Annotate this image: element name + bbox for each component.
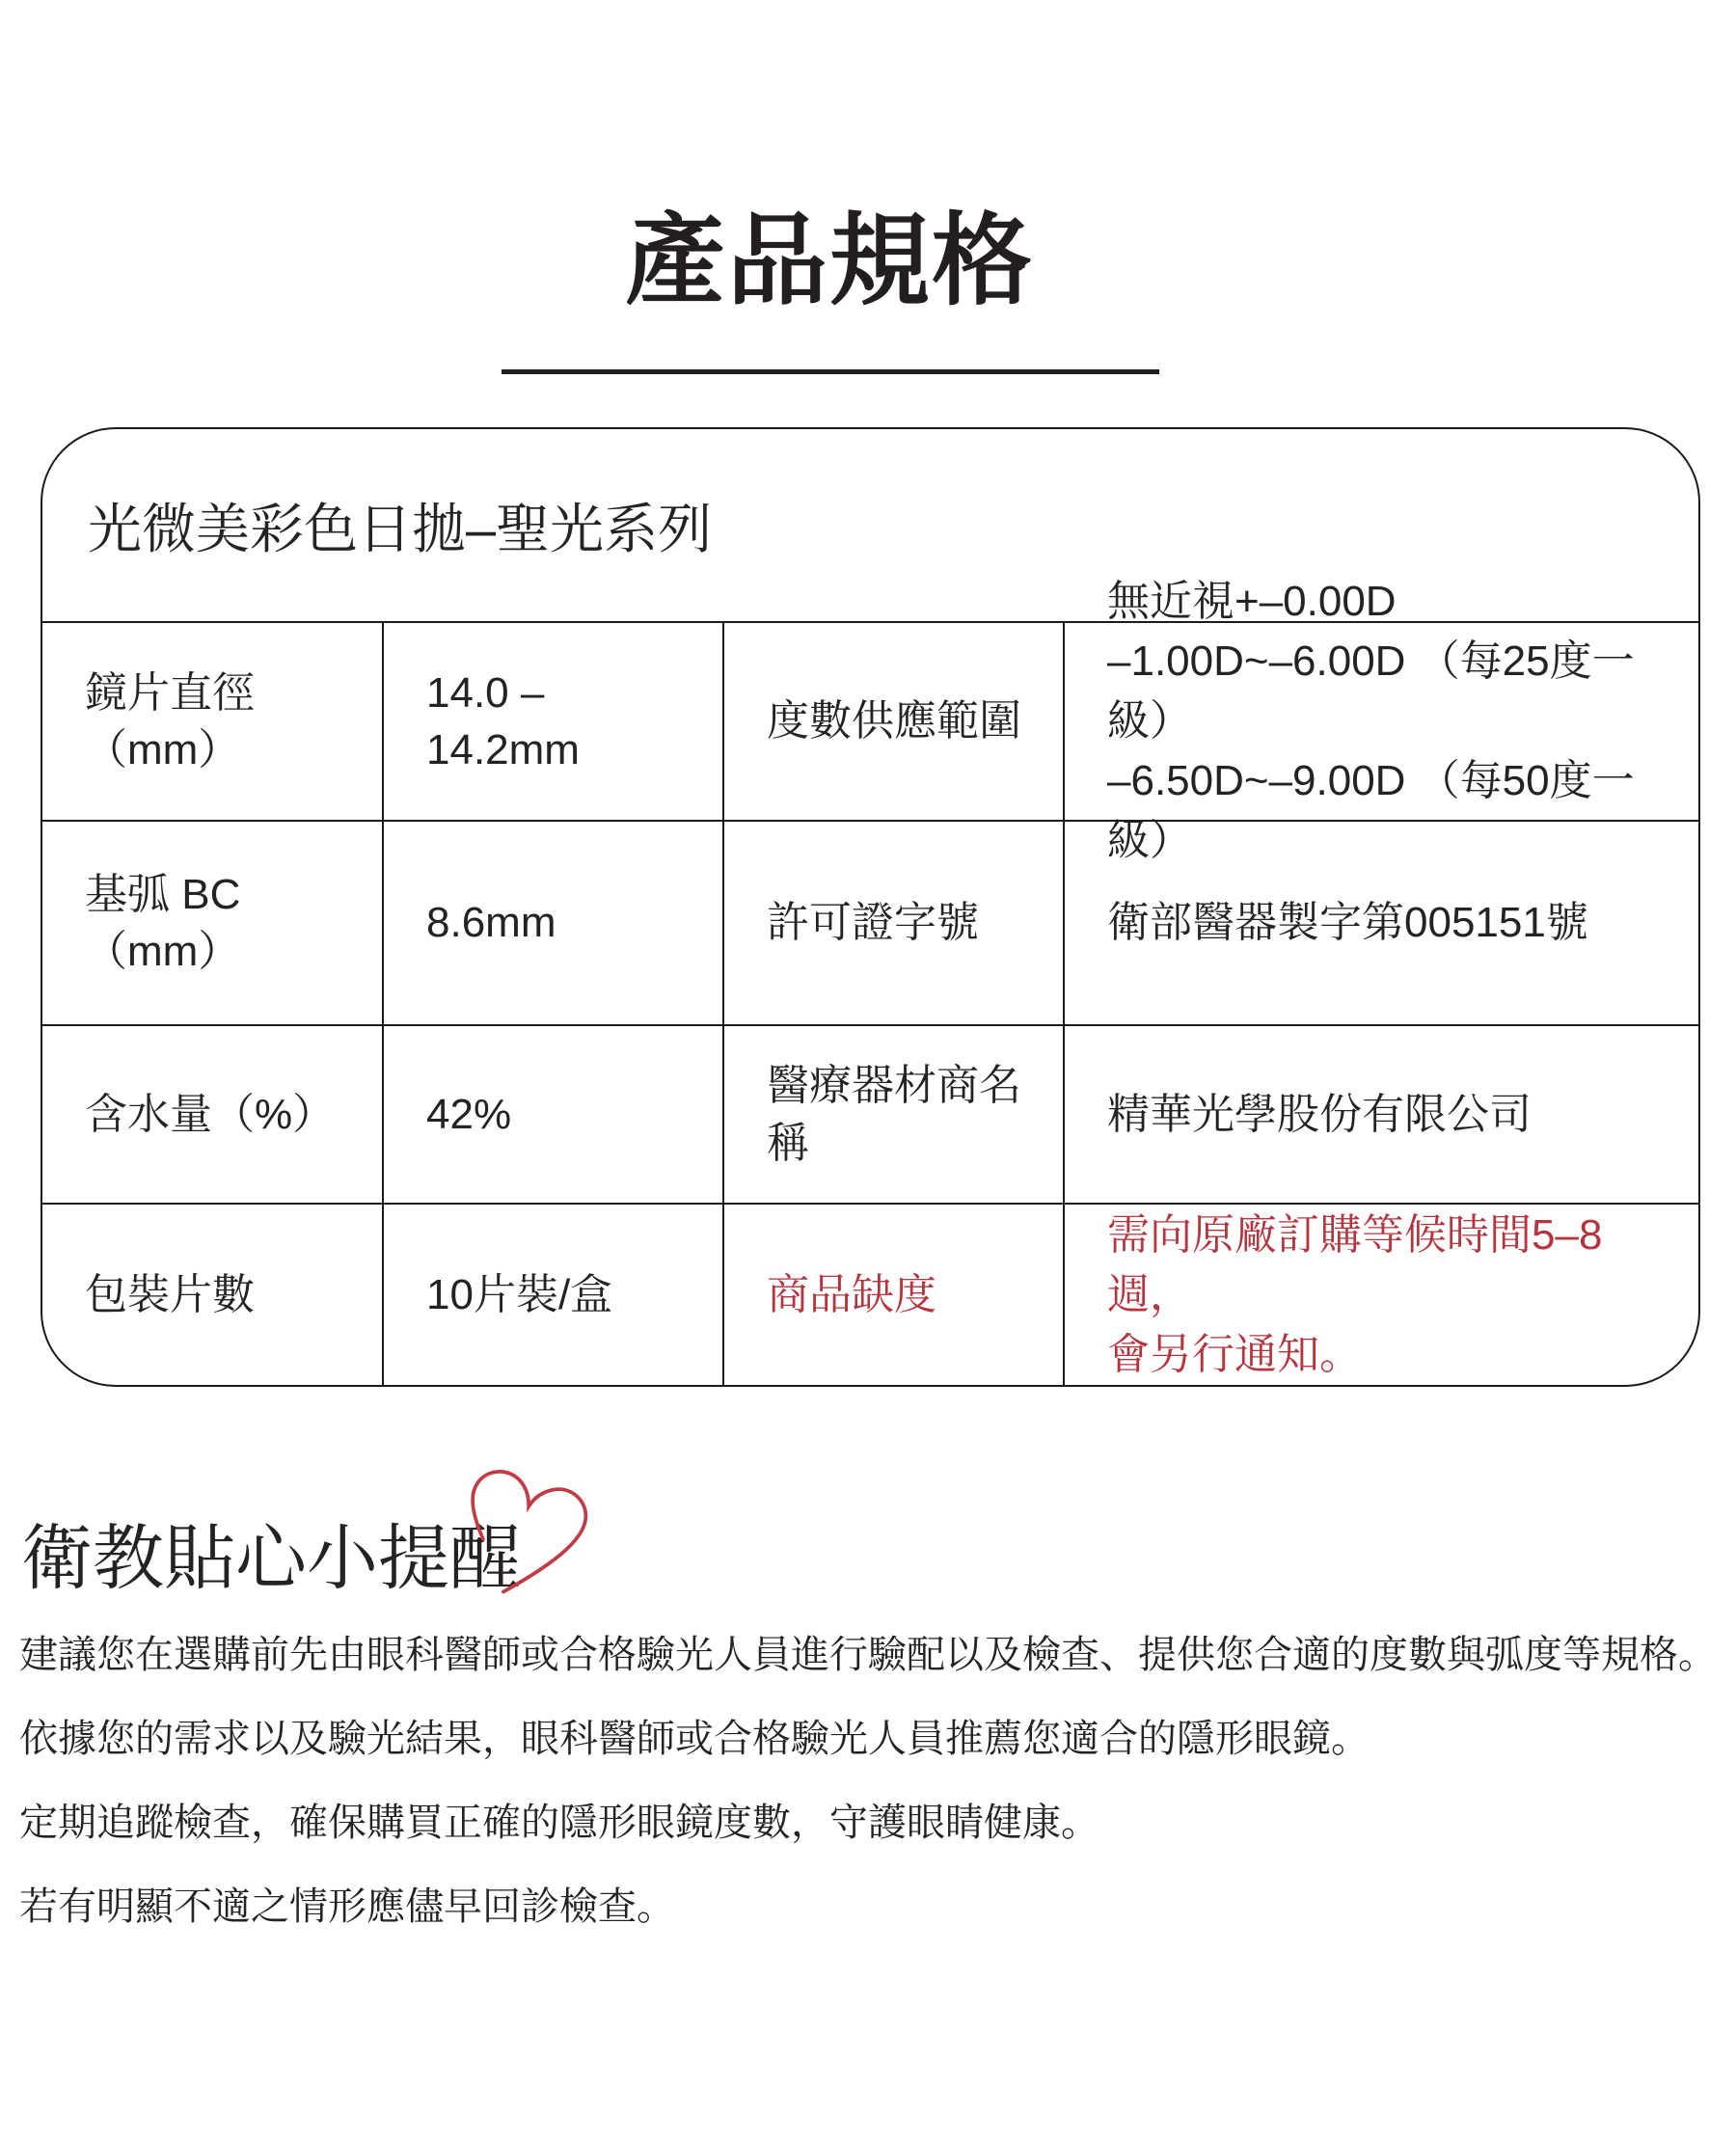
health-tips-paragraphs <box>19 1634 1728 1969</box>
tip-line: 建議您在選購前先由眼科醫師或合格驗光人員進行驗配以及檢查、提供您合適的度數與弧度等規格。 <box>19 1634 1717 1676</box>
spec-value-water-content: 42% <box>382 1024 722 1203</box>
spec-label-pack-count: 包裝片數 <box>42 1203 382 1385</box>
health-tips-heading: 衛教貼心小提醒 <box>21 1518 521 1598</box>
spec-label-water-content: 含水量（%） <box>42 1024 382 1203</box>
spec-value-base-curve: 8.6mm <box>382 820 722 1024</box>
spec-value-lens-diameter: 14.0 – 14.2mm <box>382 623 722 820</box>
spec-value-pack-count: 10片裝/盒 <box>382 1203 722 1385</box>
spec-value-manufacturer: 精華光學股份有限公司 <box>1063 1024 1698 1203</box>
title-underline <box>502 369 1159 374</box>
page-title: 產品規格 <box>624 205 1034 317</box>
tip-line: 若有明顯不適之情形應儘早回診檢查。 <box>19 1885 675 1928</box>
tip-line: 定期追蹤檢查，確保購買正確的隱形眼鏡度數，守護眼睛健康。 <box>19 1802 1099 1844</box>
spec-value-out-of-stock <box>1063 1203 1698 1385</box>
out-of-stock-line-2: 會另行通知。 <box>1107 1330 1362 1378</box>
spec-label-license-number: 許可證字號 <box>722 820 1063 1024</box>
heart-outline-icon <box>446 1464 598 1609</box>
spec-value-power-range <box>1063 578 1698 864</box>
power-range-line-1: 無近視+–0.00D <box>1107 578 1397 625</box>
tip-line: 依據您的需求以及驗光結果，眼科醫師或合格驗光人員推薦您適合的隱形眼鏡。 <box>19 1718 1370 1760</box>
spec-value-license-number: 衛部醫器製字第005151號 <box>1063 820 1698 1024</box>
spec-table-header: 光微美彩色日拋–聖光系列 <box>42 429 1698 623</box>
out-of-stock-line-1: 需向原廠訂購等候時間5–8週， <box>1107 1210 1603 1318</box>
spec-label-out-of-stock: 商品缺度 <box>722 1203 1063 1385</box>
spec-label-power-range: 度數供應範圍 <box>722 623 1063 820</box>
power-range-line-3: –6.50D~–9.00D （每50度一級） <box>1107 757 1635 864</box>
spec-label-base-curve: 基弧 BC（mm） <box>42 820 382 1024</box>
spec-table-grid <box>42 578 1698 1385</box>
spec-label-lens-diameter: 鏡片直徑（mm） <box>85 668 255 773</box>
spec-label-manufacturer: 醫療器材商名稱 <box>722 1024 1063 1203</box>
power-range-line-2: –1.00D~–6.00D （每25度一級） <box>1107 637 1635 745</box>
spec-table <box>41 427 1700 1387</box>
